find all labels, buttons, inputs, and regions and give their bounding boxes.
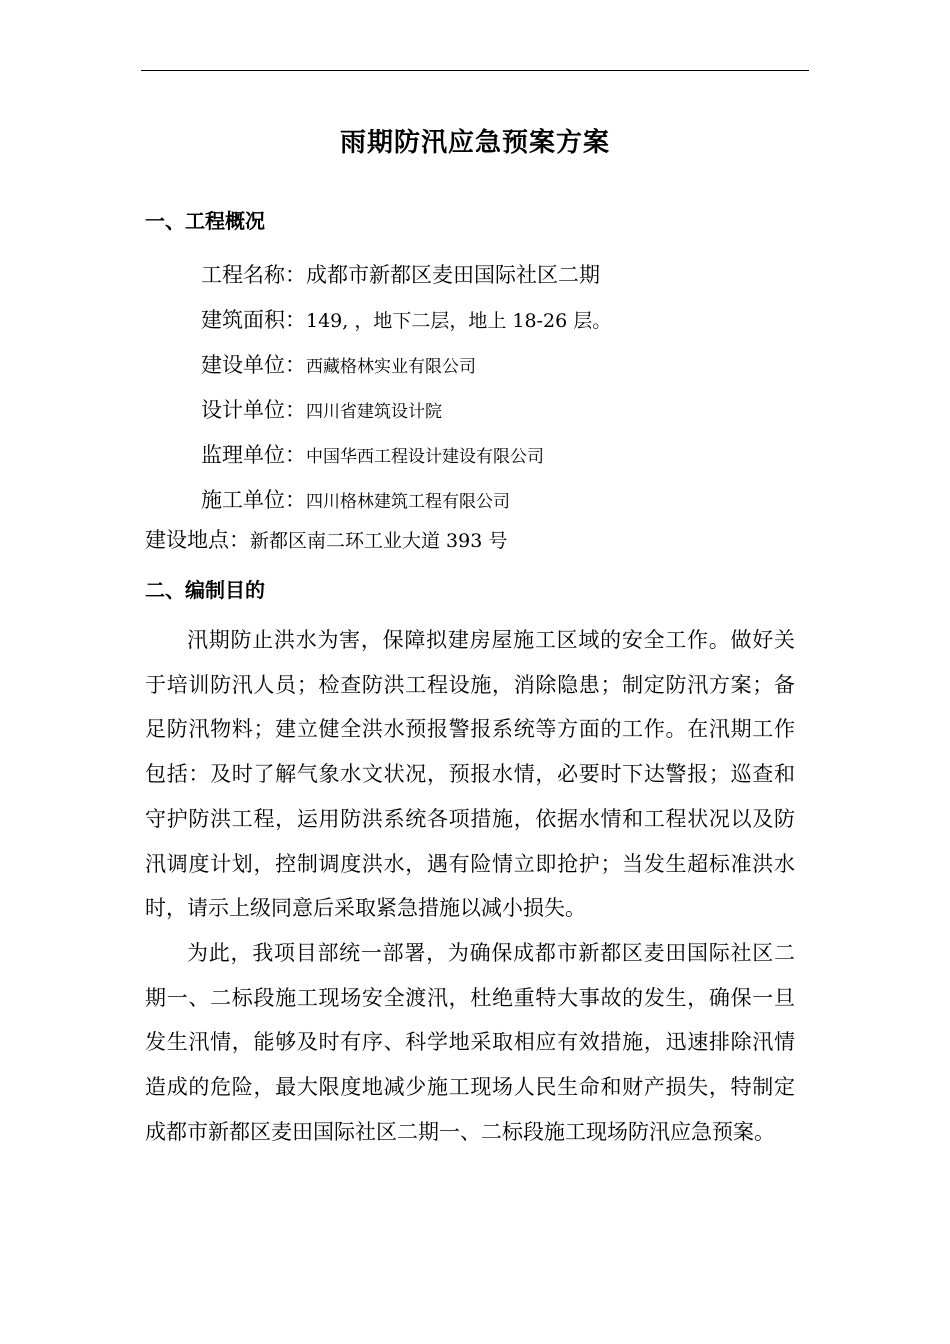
info-row-project-name [201,259,600,289]
info-value: 成都市新都区麦田国际社区二期 [306,263,600,287]
info-label: 建设单位： [201,353,306,377]
header-rule [141,70,809,71]
info-value: 四川格林建筑工程有限公司 [306,492,510,512]
info-row-building-area [201,304,611,334]
paragraph: 汛期防止洪水为害，保障拟建房屋施工区域的安全工作。做好关于培训防汛人员；检查防洪工程设施，消除隐患；制定防汛方案；备足防汛物料；建立健全洪水预报警报系统等方面的工作。在汛期工作包括：及时了解气象水文状况，预报水情，必要时下达警报；巡查和守护防洪工程，运用防洪系统各项措施，依据水情和工程状况以及防汛调度计划，控制调度洪水，遇有险情立即抢护；当发生超标准洪水时，请示上级同意后采取紧急措施以减小损失。 [145,628,795,921]
info-label: 工程名称： [201,263,306,287]
section-heading-overview: 一、工程概况 [145,209,265,233]
info-row-supervisor [201,439,544,469]
paragraph: 为此，我项目部统一部署，为确保成都市新都区麦田国际社区二期一、二标段施工现场安全渡汛，杜绝重特大事故的发生，确保一旦发生汛情，能够及时有序、科学地采取相应有效措施，迅速排除汛情造成的危险，最大限度地减少施工现场人民生命和财产损失，特制定成都市新都区麦田国际社区二期一、二标段施工现场防汛应急预案。 [145,941,795,1144]
info-label: 监理单位： [201,443,306,467]
document-title: 雨期防汛应急预案方案 [339,128,610,158]
info-row-location [145,524,507,554]
info-label: 建设地点： [145,528,250,552]
info-value: 中国华西工程设计建设有限公司 [306,447,544,467]
info-label: 建筑面积： [201,308,306,332]
info-label: 设计单位： [201,398,306,422]
info-row-designer [201,394,442,424]
info-row-contractor [201,484,510,514]
info-value: 四川省建筑设计院 [306,402,442,422]
info-value: 149, ，地下二层，地上 18-26 层。 [306,310,612,332]
section-heading-purpose: 二、编制目的 [145,578,265,602]
info-value: 新都区南二环工业大道 393 号 [250,530,508,552]
info-label: 施工单位： [201,488,306,512]
info-value: 西藏格林实业有限公司 [306,357,476,377]
info-row-owner [201,349,476,379]
